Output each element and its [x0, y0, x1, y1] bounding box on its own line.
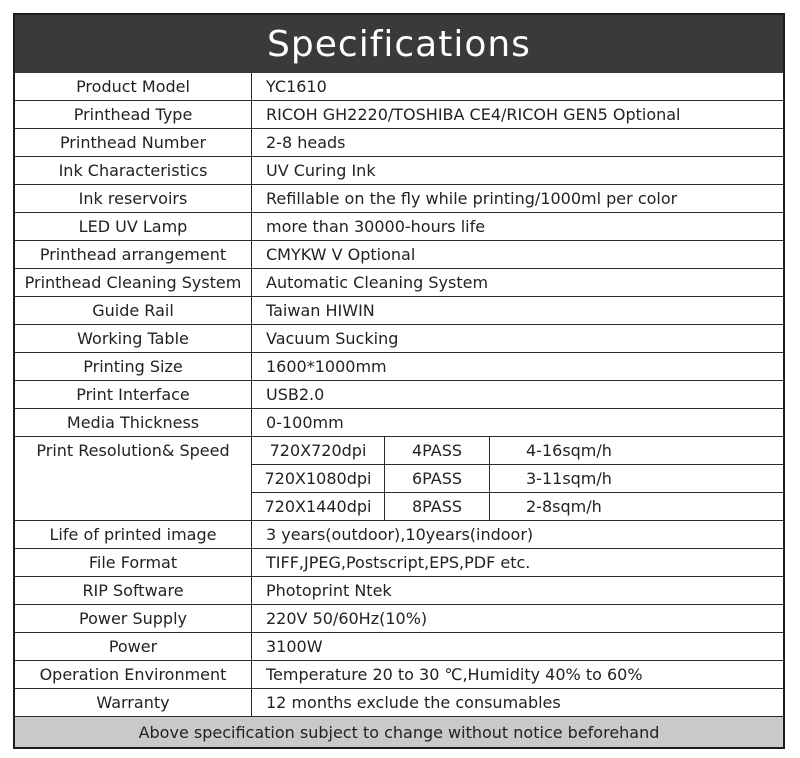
spec-row — [15, 689, 783, 717]
spec-row — [15, 633, 783, 661]
resolution-subrow — [252, 493, 783, 521]
spec-label: Product Model — [15, 73, 252, 101]
spec-value: more than 30000-hours life — [252, 213, 784, 241]
spec-label: Printing Size — [15, 353, 252, 381]
disclaimer-footer: Above specification subject to change without notice beforehand — [15, 716, 783, 747]
spec-row — [15, 381, 783, 409]
spec-value: 3 years(outdoor),10years(indoor) — [252, 521, 784, 549]
resolution-row — [15, 437, 783, 521]
spec-row — [15, 605, 783, 633]
spec-label: File Format — [15, 549, 252, 577]
spec-row — [15, 661, 783, 689]
spec-value: Temperature 20 to 30 ℃,Humidity 40% to 60% — [252, 661, 784, 689]
resolution-speed: 4-16sqm/h — [490, 437, 784, 465]
spec-label: Printhead arrangement — [15, 241, 252, 269]
spec-value: 2-8 heads — [252, 129, 784, 157]
spec-row — [15, 129, 783, 157]
resolution-cell — [252, 437, 784, 521]
resolution-table — [252, 437, 783, 520]
spec-label: Warranty — [15, 689, 252, 717]
spec-row — [15, 325, 783, 353]
spec-sheet — [13, 13, 785, 749]
spec-label: Print Interface — [15, 381, 252, 409]
spec-label: Printhead Type — [15, 101, 252, 129]
spec-title: Specifications — [15, 15, 783, 73]
spec-row — [15, 549, 783, 577]
spec-value: Taiwan HIWIN — [252, 297, 784, 325]
spec-label: Printhead Number — [15, 129, 252, 157]
spec-value: YC1610 — [252, 73, 784, 101]
spec-label: Life of printed image — [15, 521, 252, 549]
spec-label: Ink reservoirs — [15, 185, 252, 213]
spec-row — [15, 269, 783, 297]
resolution-pass: 8PASS — [385, 493, 490, 521]
spec-row — [15, 241, 783, 269]
spec-label: Working Table — [15, 325, 252, 353]
spec-value: 0-100mm — [252, 409, 784, 437]
spec-row — [15, 185, 783, 213]
spec-row — [15, 577, 783, 605]
spec-value: 3100W — [252, 633, 784, 661]
spec-label: Operation Environment — [15, 661, 252, 689]
spec-value: Automatic Cleaning System — [252, 269, 784, 297]
spec-value: 12 months exclude the consumables — [252, 689, 784, 717]
spec-value: TIFF,JPEG,Postscript,EPS,PDF etc. — [252, 549, 784, 577]
spec-value: 1600*1000mm — [252, 353, 784, 381]
resolution-dpi: 720X720dpi — [252, 437, 385, 465]
spec-label: Power Supply — [15, 605, 252, 633]
spec-value: UV Curing Ink — [252, 157, 784, 185]
spec-label: Ink Characteristics — [15, 157, 252, 185]
resolution-pass: 4PASS — [385, 437, 490, 465]
resolution-subrow — [252, 437, 783, 465]
spec-label: Media Thickness — [15, 409, 252, 437]
resolution-dpi: 720X1080dpi — [252, 465, 385, 493]
spec-label: Printhead Cleaning System — [15, 269, 252, 297]
spec-value: USB2.0 — [252, 381, 784, 409]
spec-value: 220V 50/60Hz(10%) — [252, 605, 784, 633]
spec-row — [15, 213, 783, 241]
resolution-dpi: 720X1440dpi — [252, 493, 385, 521]
spec-row — [15, 157, 783, 185]
spec-row — [15, 353, 783, 381]
resolution-speed: 2-8sqm/h — [490, 493, 784, 521]
spec-row — [15, 521, 783, 549]
spec-row — [15, 101, 783, 129]
spec-row — [15, 73, 783, 101]
spec-value: Vacuum Sucking — [252, 325, 784, 353]
resolution-speed: 3-11sqm/h — [490, 465, 784, 493]
spec-value: Refillable on the fly while printing/1000ml per color — [252, 185, 784, 213]
spec-row — [15, 297, 783, 325]
spec-row — [15, 409, 783, 437]
spec-value: CMYKW V Optional — [252, 241, 784, 269]
spec-table — [15, 73, 783, 717]
resolution-label: Print Resolution& Speed — [15, 437, 252, 521]
spec-label: Guide Rail — [15, 297, 252, 325]
spec-value: Photoprint Ntek — [252, 577, 784, 605]
spec-label: LED UV Lamp — [15, 213, 252, 241]
resolution-subrow — [252, 465, 783, 493]
spec-value: RICOH GH2220/TOSHIBA CE4/RICOH GEN5 Optional — [252, 101, 784, 129]
resolution-pass: 6PASS — [385, 465, 490, 493]
spec-label: Power — [15, 633, 252, 661]
spec-label: RIP Software — [15, 577, 252, 605]
